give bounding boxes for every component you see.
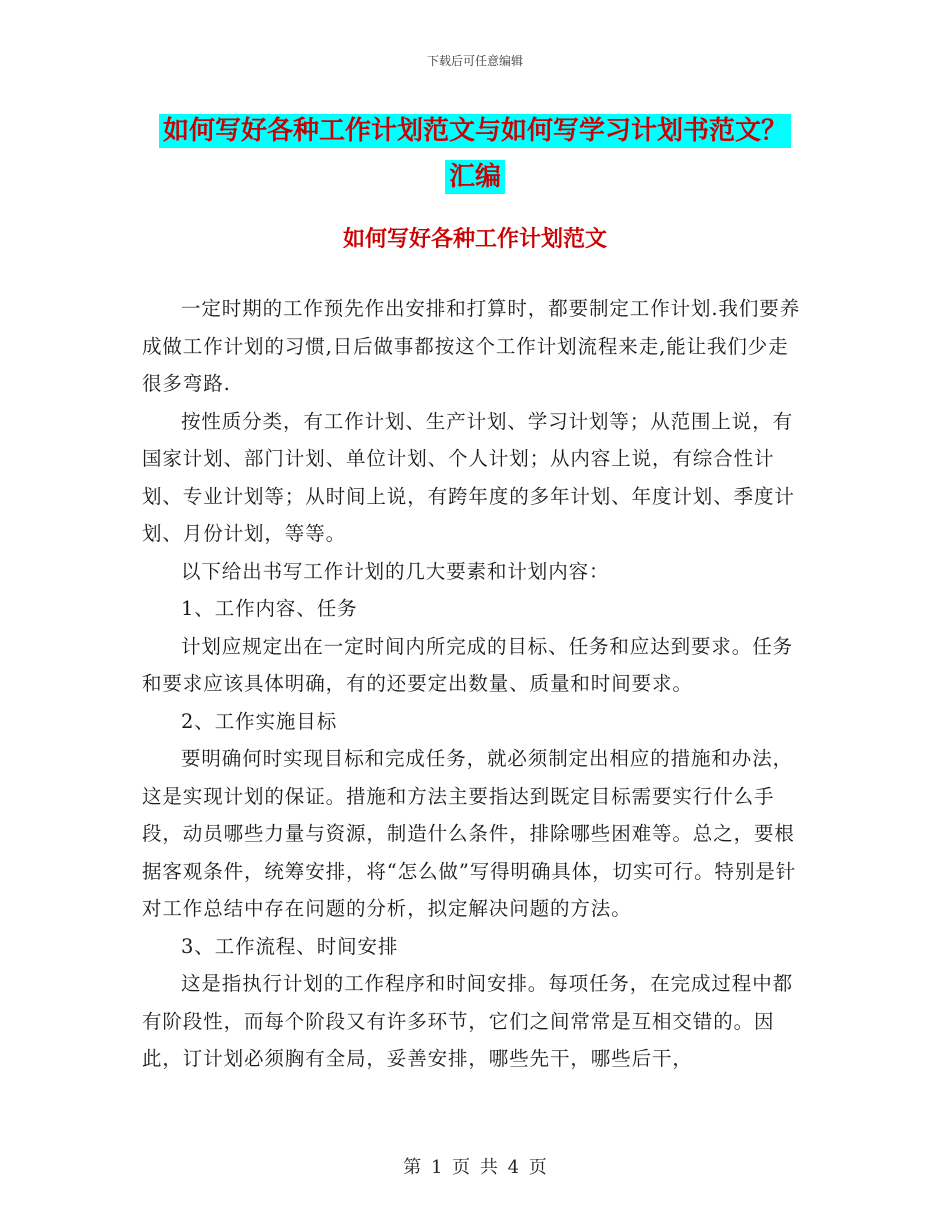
page-number: 第 1 页 共 4 页	[403, 1157, 547, 1178]
document-body	[142, 290, 808, 1078]
list-heading: 2、工作实施目标	[181, 709, 338, 733]
list-heading: 1、工作内容、任务	[181, 597, 358, 620]
paragraph: 一定时期的工作预先作出安排和打算时，都要制定工作计划.我们要养成做工作计划的习惯,日后做事都按这个工作计划流程来走,能让我们少走很多弯路.	[142, 297, 801, 395]
paragraph: 要明确何时实现目标和完成任务，就必须制定出相应的措施和办法，这是实现计划的保证。措施和方法主要指达到既定目标需要实行什么手段，动员哪些力量与资源，制造什么条件，排除哪些困难等。总之，要根据客观条件，统筹安排，将“怎么做”写得明确具体，切实可行。特别是针对工作总结中存在问题的分析，拟定解决问题的方法。	[142, 747, 797, 920]
paragraph: 计划应规定出在一定时间内所完成的目标、任务和应达到要求。任务和要求应该具体明确，有的还要定出数量、质量和时间要求。	[142, 634, 794, 695]
paragraph: 这是指执行计划的工作程序和时间安排。每项任务，在完成过程中都有阶段性，而每个阶段又有许多环节，它们之间常常是互相交错的。因此，订计划必须胸有全局，妥善安排，哪些先干，哪些后干，	[142, 972, 794, 1070]
paragraph: 按性质分类，有工作计划、生产计划、学习计划等；从范围上说，有国家计划、部门计划、单位计划、个人计划；从内容上说，有综合性计划、专业计划等；从时间上说，有跨年度的多年计划、年度计划、季度计划、月份计划，等等。	[142, 409, 795, 545]
list-heading: 3、工作流程、时间安排	[181, 934, 399, 958]
document-title-line2: 汇编	[445, 160, 505, 194]
page-header-note: 下载后可任意编辑	[426, 54, 523, 68]
section-title: 如何写好各种工作计划范文	[342, 227, 607, 252]
document-title-line1: 如何写好各种工作计划范文与如何写学习计划书范文？	[159, 114, 791, 148]
paragraph: 以下给出书写工作计划的几大要素和计划内容：	[181, 559, 610, 583]
document-title	[140, 108, 810, 200]
